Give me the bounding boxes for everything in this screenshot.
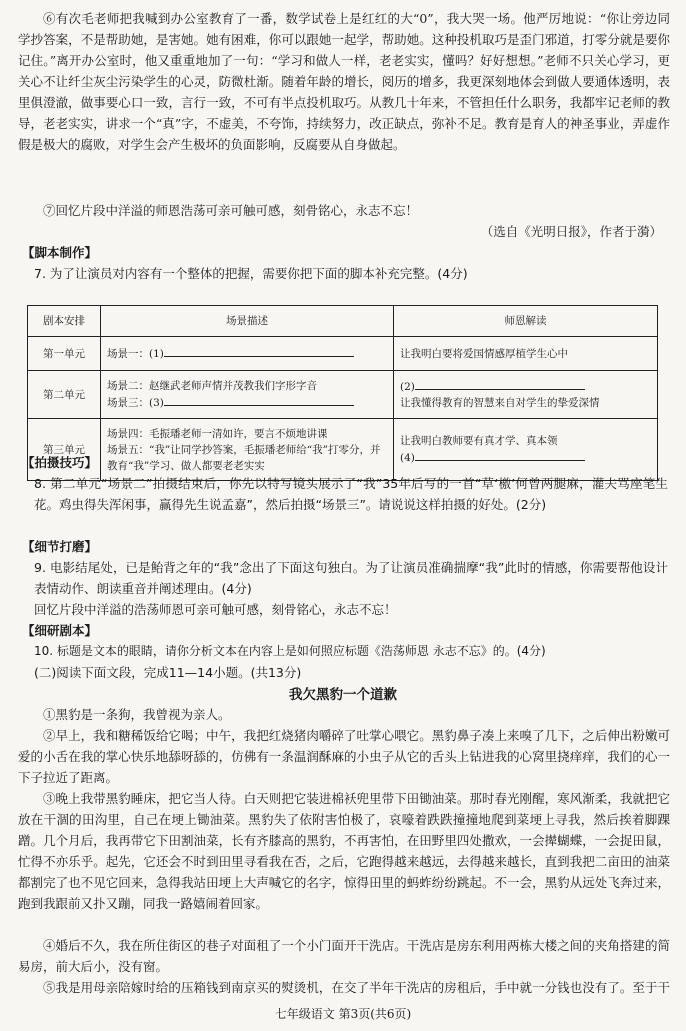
header-scene: 场景描述 [101, 306, 394, 337]
answer-blank-1[interactable] [164, 345, 354, 357]
unit-2-scene-a: 场景二：赵继武老师声情并茂教我们字形字音 [107, 380, 317, 392]
part-2-instruction: (二)阅读下面文段，完成11—14小题。(共13分) [34, 665, 302, 680]
section-detail: 【细节打磨】 [22, 539, 98, 554]
passage-title: 我欠黑豹一个道歉 [289, 687, 397, 703]
script-table [27, 305, 658, 481]
page-footer: 七年级语文 第3页(共6页) [274, 1007, 412, 1021]
unit-2-note-b: 让我懂得教育的智慧来自对学生的挚爱深情 [400, 397, 600, 409]
section-script: 【脚本制作】 [22, 245, 98, 260]
passage-paragraph-5: ⑤我是用母亲陪嫁时给的压箱钱到南京买的熨烫机，在交了半年干洗店的房租后，手中就一分钱也没有了。至于干 [43, 980, 670, 995]
section-shooting: 【拍摄技巧】 [22, 455, 98, 470]
answer-blank-2[interactable] [415, 378, 585, 390]
unit-3-note-b: (4) [400, 452, 415, 464]
unit-2-label: 第二单元 [28, 371, 101, 419]
passage-paragraph-2: ②早上，我和糖稀饭给它喝；中午，我把红烧猪肉嚼碎了吐掌心喂它。黑豹鼻子凑上来嗅了几下，之后伸出粉嫩可爱的小舌在我的掌心快乐地舔呀舔的，仿佛有一条温润酥麻的小虫子从它的舌头上钻进我的心窝里挠痒痒，我们的心一下子拉近了距离。 [18, 728, 670, 785]
question-10: 10. 标题是文本的眼睛，请你分析文本在内容上是如何照应标题《浩荡师恩 永志不忘》的。(4分) [34, 644, 546, 658]
section-study: 【细研剧本】 [22, 623, 98, 638]
question-7: 7. 为了让演员对内容有一个整体的把握，需要你把下面的脚本补充完整。(4分) [34, 266, 468, 281]
unit-3-label: 第三单元 [28, 419, 101, 481]
unit-3-scene-a: 场景四：毛振璠老师一清如许，要言不烦地讲课 [107, 427, 328, 440]
answer-blank-4[interactable] [415, 449, 585, 461]
answer-blank-3[interactable] [164, 394, 354, 406]
unit-3-note-a: 让我明白教师要有真才学、真本领 [400, 435, 558, 447]
unit-2-scene-b: 场景三：(3) [107, 397, 164, 409]
header-interpretation: 师恩解读 [394, 306, 658, 337]
header-arrangement: 剧本安排 [28, 306, 101, 337]
unit-1-scene: 场景一：(1) [107, 348, 164, 360]
question-9: 9. 电影结尾处，已是鲐背之年的“我”念出了下面这句独白。为了让演员准确揣摩“我”此时的情感，你需要帮他设计表情动作、朗读重音并阐述理由。(4分) [34, 560, 668, 596]
unit-1-label: 第一单元 [28, 337, 101, 371]
question-9-quote: 回忆片段中洋溢的浩荡师恩可亲可触可感，刻骨铭心，永志不忘！ [34, 602, 397, 617]
passage-paragraph-1: ①黑豹是一条狗，我曾视为亲人。 [43, 707, 231, 722]
source-line: （选自《光明日报》，作者于漪） [480, 224, 662, 239]
unit-3-scene-b: 场景五：“我”让同学抄答案，毛振璠老师给“我”打零分，并教育“我”学习、做人都要老老实实 [107, 443, 381, 472]
paragraph-6: ⑥有次毛老师把我喊到办公室教育了一番，数学试卷上是红红的大“0”，我大哭一场。他严厉地说：“你让旁边同学抄答案，不是帮助她，是害她。她有困难，你可以跟她一起学，帮助她。这种投机取巧是歪门邪道，打零分就是要你记住。”离开办公室时，他又重重地加了一句：“学习和做人一样，老老实实，懂吗？好好想想。”老师不只关心学习，更关心不让纤尘灰尘污染学生的心灵，防微杜渐。随着年龄的增长，阅历的增多，我更深刻地体会到做人要通体透明，表里俱澄澈，做事要心口一致，言行一致，不可有半点投机取巧。从教几十年来，不管担任什么职务，我都牢记老师的教导，老老实实，讲求一个“真”字，不虚美，不夸饰，持续努力，改正缺点，弥补不足。教育是育人的神圣事业，弄虚作假是极大的腐败，对学生会产生极坏的负面影响，反腐要从自身做起。 [18, 11, 670, 152]
passage-paragraph-4: ④婚后不久，我在所住街区的巷子对面租了一个小门面开干洗店。干洗店是房东利用两栋大楼之间的夹角搭建的简易房，前大后小，没有窗。 [18, 938, 670, 974]
unit-1-note: 让我明白要将爱国情感厚植学生心中 [394, 337, 658, 371]
passage-paragraph-3: ③晚上我带黑豹睡床，把它当人待。白天则把它装进棉袄兜里带下田锄油菜。那时春光刚醒，寒风渐柔，我就把它放在干涸的田沟里，自己在埂上锄油菜。黑豹失了依附害怕极了，哀嚎着跌跌撞撞地爬到菜埂上寻我，然后挨着脚踝蹭。几个月后，我再带它下田割油菜，长有齐膝高的黑豹，不再害怕，在田野里四处撒欢，一会撵蝴蝶，一会捉田鼠，忙得不亦乐乎。起先，它还会不时到田里寻看我在否，之后，它跑得越来越远，去得越来越长，直到我把二亩田的油菜都割完了也不见它回来，急得我站田埂上大声喊它的名字，惊得田里的蚂蚱纷纷跳起。不一会，黑豹从远处飞奔过来，跑到我跟前又扑又蹦，同我一路嬉闹着回家。 [18, 791, 670, 911]
question-8: 8. 第二单元“场景二”拍摄结束后，你先以特写镜头展示了“我”35年后写的一首“草‘檄’何曾两腿麻，灌夫骂座笔生花。鸡虫得失浑闲事，赢得先生说孟嘉”，然后拍摄“场景三”。请说说这样拍摄的好处。(2分) [34, 476, 668, 512]
unit-2-note-a: (2) [400, 381, 415, 393]
paragraph-7: ⑦回忆片段中洋溢的师恩浩荡可亲可触可感，刻骨铭心，永志不忘！ [43, 203, 419, 218]
